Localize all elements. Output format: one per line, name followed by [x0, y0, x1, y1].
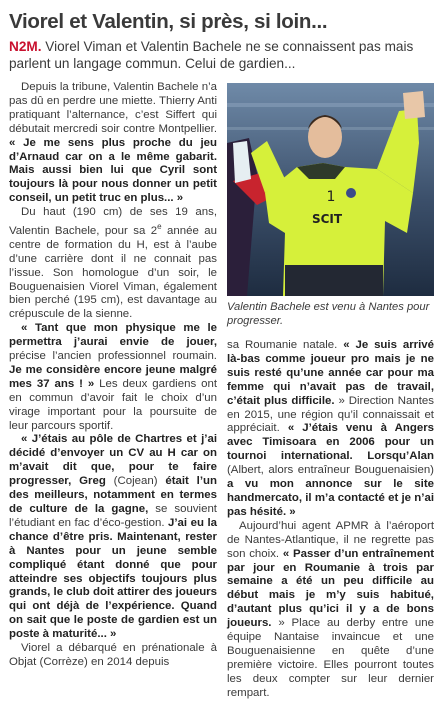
section-tag: N2M. — [9, 39, 42, 54]
text-run: Du haut (190 cm) de ses 19 ans, Valentin Bachele, pour sa 2 — [9, 206, 217, 237]
text-run: année au centre de formation du H, est à l’aube d’une carrière dont il ne connait pas l’issue. Son homologue d’un soir, le Bouguenaisien Viorel Viman, également bien perché (195 cm), est davantage au crépuscule de la sienne. — [9, 224, 217, 321]
article-title: Viorel et Valentin, si près, si loin... — [9, 10, 328, 33]
text-run: Les deux gardiens ont en commun d’avoir fait le choix d’un virage important pour la poursuite de leur parcours sportif. — [9, 377, 217, 432]
paragraph — [227, 520, 434, 701]
quote-run: « Je suis arrivé là-bas comme joueur pro mais je ne suis resté qu’une année car pour ma femme qui n’avait pas de travail, c’était plus difficile. — [227, 339, 435, 407]
club-crest-icon — [346, 188, 356, 198]
goalkeeper-photo — [227, 83, 434, 296]
photo-caption: Valentin Bachele est venu à Nantes pour progresser. — [227, 301, 430, 327]
jersey-number: 1 — [326, 189, 336, 205]
quote-run: J’ai eu la chance d’être pris. Maintenant, rester à Nantes pour un jeune semble compliqué étant donné que pour atteindre ses objectifs toujours plus grands, le club doit attirer des joueurs qui ont déjà de l’expérience. Quand on sait que le poste de gardien est un poste à maturité... » — [9, 516, 217, 641]
jersey-sponsor: SCIT — [311, 212, 343, 226]
paragraph — [9, 81, 217, 206]
paragraph — [227, 339, 434, 520]
quote-run: a vu mon annonce sur le site handmercato, il m’a contacté et je n’ai pas hésité. » — [227, 478, 434, 518]
left-column — [9, 81, 217, 670]
quote-run: était l’un des meilleurs, notamment en termes de culture de la gagne, — [9, 475, 217, 515]
quote-run: « Tant que mon physique me le permettra j’aurai envie de jouer, — [9, 322, 217, 349]
paragraph — [9, 206, 217, 322]
text-run: Viorel a débarqué en prénationale à Objat (Corrèze) en 2014 depuis — [9, 642, 217, 668]
text-run: Depuis la tribune, Valentin Bachele n’a pas dû en perdre une miette. Thierry Anti pratiquant l’alternance, c’est Siffert qui débutait mercredi soir contre Montpellier. — [9, 81, 217, 135]
text-run: précise l’ancien professionnel roumain. — [9, 350, 217, 363]
text-run: » Place au derby entre une équipe Nantaise invaincue et une Bouguenaisienne en quête d’une première victoire. Elles pourront toutes les deux compter sur leur dernier rempart. — [227, 617, 434, 699]
paragraph — [9, 642, 217, 670]
paragraph — [9, 433, 217, 642]
quote-run: Je me considère encore jeune malgré mes 37 ans ! » — [9, 363, 217, 390]
text-run: (Cojean) — [105, 475, 166, 488]
paragraph — [9, 322, 217, 433]
quote-run: « J’étais venu à Angers avec Timisoara en 2006 pour un tournoi international. Lorsqu’Alan — [227, 422, 435, 463]
text-run: (Albert, alors entraîneur Bouguenaisien) — [227, 464, 434, 477]
quote-run: « Je me sens plus proche du jeu d’Arnaud car on a le même gabarit. Mais aussi bien lui que Cyril sont toujours là pour nous donner un petit conseil, un petit truc en plus... » — [9, 136, 217, 205]
text-run: sa Roumanie natale. — [227, 339, 344, 351]
quote-run: « J’étais au pôle de Chartres et j’ai décidé d’envoyer un CV au H car on m’avait dit que, pour te faire progresser, Greg — [9, 433, 217, 488]
goalkeeper-photo-illustration — [227, 83, 434, 296]
article-lead — [9, 38, 437, 72]
text-run: Aujourd’hui agent APMR à l’aéroport de Nantes-Atlantique, il ne regrette pas son choix. — [227, 519, 434, 560]
text-run: » Direction Nantes en 2015, une région qu’il connaissait et appréciait. — [227, 394, 434, 435]
quote-run: « Passer d’un entraînement par jour en Roumanie à trois par semaine a été un peu difficile au début mais je m’y suis habitué, d’autant plus qu’ici il y a de bons joueurs. — [227, 547, 434, 630]
text-run: se souvient l’étudiant en fac d’éco-gestion. — [9, 503, 217, 529]
lead-text: Viorel Viman et Valentin Bachele ne se connaissent pas mais parlent un langage commun. Celui de gardien... — [9, 39, 414, 71]
right-column — [227, 339, 434, 701]
superscript: e — [157, 222, 162, 232]
